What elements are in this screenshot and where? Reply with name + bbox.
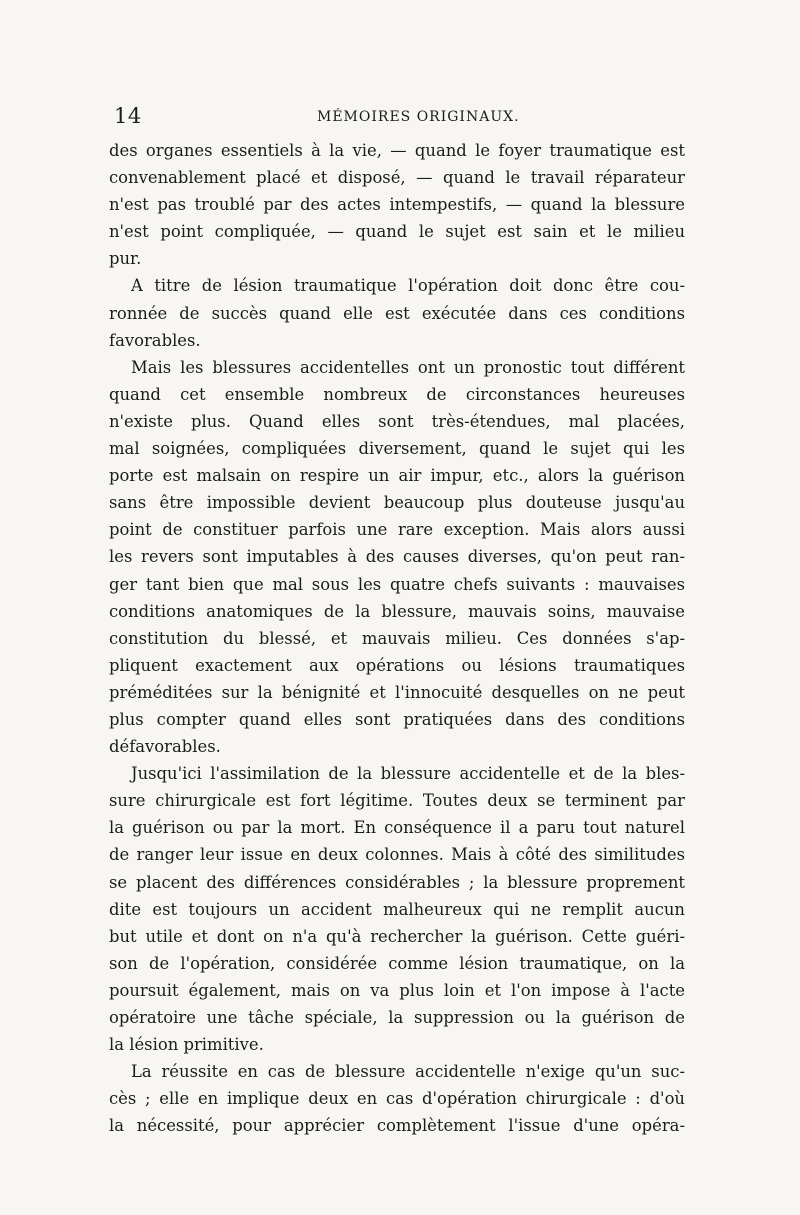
paragraph-first-line: Jusqu'ici l'assimilation de la blessure accidentelle et de la bles- bbox=[131, 764, 685, 784]
paragraph-end-line: la lésion primitive. bbox=[109, 1035, 264, 1055]
body-text bbox=[109, 137, 685, 1139]
paragraph-first-line: A titre de lésion traumatique l'opération doit donc être cou- bbox=[131, 276, 685, 296]
text-line: les revers sont imputables à des causes diverses, qu'on peut ran- bbox=[109, 547, 685, 567]
paragraph-first-line: Mais les blessures accidentelles ont un pronostic tout différent bbox=[131, 357, 685, 377]
running-title: MÉMOIRES ORIGINAUX. bbox=[317, 109, 520, 125]
paragraph-end-line: favorables. bbox=[109, 330, 201, 350]
text-line: dite est toujours un accident malheureux qui ne remplit aucun bbox=[109, 899, 685, 919]
text-line: cès ; elle en implique deux en cas d'opération chirurgicale : d'où bbox=[109, 1089, 685, 1109]
text-line: la guérison ou par la mort. En conséquence il a paru tout naturel bbox=[109, 818, 685, 838]
text-line: n'est pas troublé par des actes intempestifs, — quand la blessure bbox=[109, 195, 685, 215]
text-line: constitution du blessé, et mauvais milieu. Ces données s'ap- bbox=[109, 628, 685, 648]
text-line: préméditées sur la bénignité et l'innocuité desquelles on ne peut bbox=[109, 682, 685, 702]
text-line: des organes essentiels à la vie, — quand le foyer traumatique est bbox=[109, 141, 685, 160]
text-line: porte est malsain on respire un air impur, etc., alors la guérison bbox=[109, 466, 685, 486]
text-line: se placent des différences considérables ; la blessure proprement bbox=[109, 872, 685, 892]
text-line: n'existe plus. Quand elles sont très-étendues, mal placées, bbox=[109, 411, 685, 431]
text-line: de ranger leur issue en deux colonnes. Mais à côté des similitudes bbox=[109, 845, 685, 865]
text-line: poursuit également, mais on va plus loin et l'on impose à l'acte bbox=[109, 980, 685, 1000]
text-line: son de l'opération, considérée comme lésion traumatique, on la bbox=[109, 953, 685, 973]
text-line: la nécessité, pour apprécier complètement l'issue d'une opéra- bbox=[109, 1116, 685, 1136]
text-line: pliquent exactement aux opérations ou lésions traumatiques bbox=[109, 655, 685, 675]
text-line: mal soignées, compliquées diversement, quand le sujet qui les bbox=[109, 439, 685, 459]
text-line: plus compter quand elles sont pratiquées dans des conditions bbox=[109, 709, 685, 729]
text-line: n'est point compliquée, — quand le sujet est sain et le milieu bbox=[109, 222, 685, 242]
text-line: ronnée de succès quand elle est exécutée dans ces conditions bbox=[109, 303, 685, 323]
text-line: sure chirurgicale est fort légitime. Toutes deux se terminent par bbox=[109, 791, 685, 811]
paragraph-end-line: pur. bbox=[109, 249, 142, 269]
running-head bbox=[112, 104, 702, 130]
text-line: but utile et dont on n'a qu'à rechercher la guérison. Cette guéri- bbox=[109, 926, 685, 946]
text-line: opératoire une tâche spéciale, la suppression ou la guérison de bbox=[109, 1008, 685, 1027]
text-line: ger tant bien que mal sous les quatre chefs suivants : mauvaises bbox=[109, 574, 685, 594]
text-line: convenablement placé et disposé, — quand le travail réparateur bbox=[109, 168, 685, 188]
paragraph-end-line: défavorables. bbox=[109, 737, 221, 757]
text-line: point de constituer parfois une rare exception. Mais alors aussi bbox=[109, 520, 685, 540]
text-line: sans être impossible devient beaucoup plus douteuse jusqu'au bbox=[109, 493, 685, 513]
text-line: conditions anatomiques de la blessure, mauvais soins, mauvaise bbox=[109, 601, 685, 621]
page-number: 14 bbox=[114, 104, 142, 128]
paragraph-first-line: La réussite en cas de blessure accidentelle n'exige qu'un suc- bbox=[131, 1062, 685, 1082]
text-line: quand cet ensemble nombreux de circonstances heureuses bbox=[109, 384, 685, 404]
